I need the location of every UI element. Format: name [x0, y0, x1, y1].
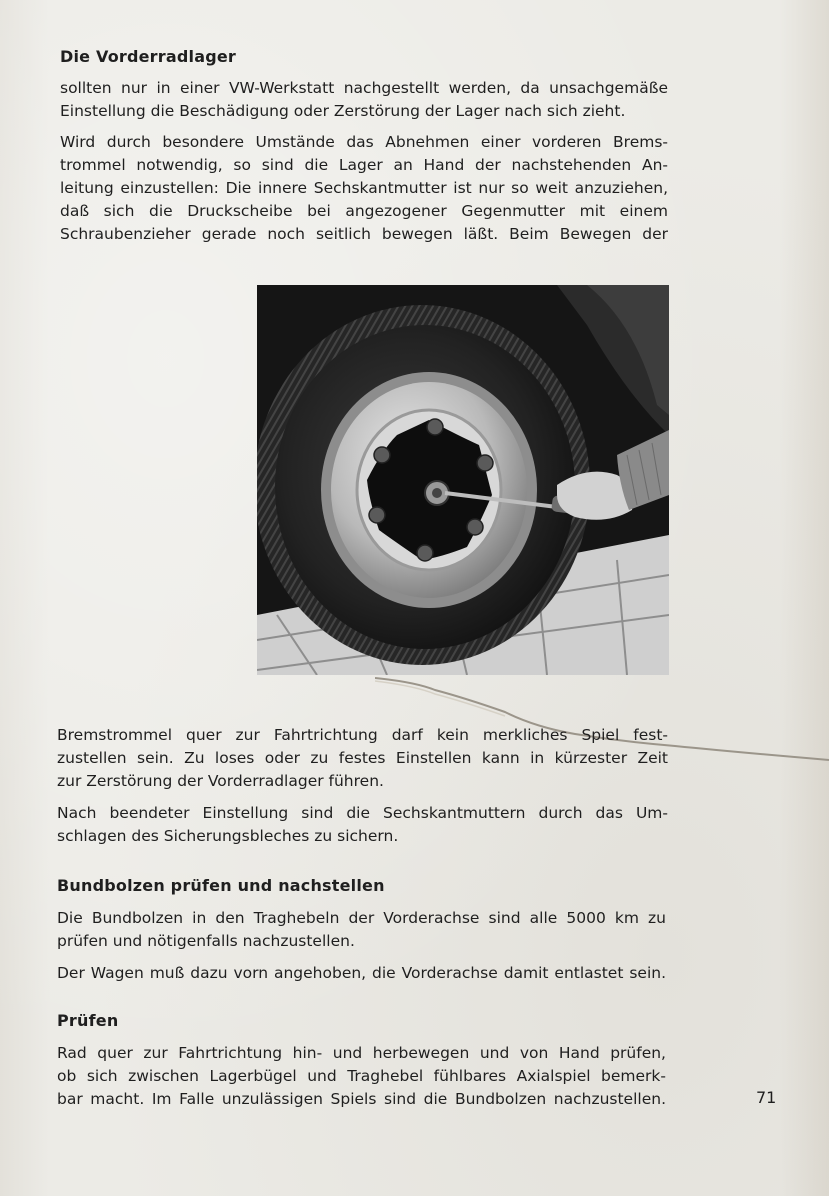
heading-pruefen: Prüfen [57, 1011, 119, 1030]
wheel-adjustment-photo [257, 285, 669, 675]
text-line: Wird durch besondere Umstände das Abnehmen einer vorderen Brems- [60, 133, 668, 151]
paragraph-wagen-anheben [57, 962, 666, 985]
text-line: ob sich zwischen Lagerbügel und Traghebel fühlbares Axialspiel bemerk- [57, 1067, 666, 1085]
text-line: Schraubenzieher gerade noch seitlich bewegen läßt. Beim Bewegen der [60, 225, 668, 243]
paragraph-vorderradlager-intro [60, 77, 668, 123]
heading-vorderradlager: Die Vorderradlager [60, 47, 236, 66]
paragraph-bremstrommel-abnehmen [60, 131, 668, 246]
text-line: leitung einzustellen: Die innere Sechskantmutter ist nur so weit anzuziehen, [60, 179, 668, 197]
paragraph-bremstrommel-spiel [57, 724, 668, 793]
text-line: bar macht. Im Falle unzulässigen Spiels sind die Bundbolzen nachzustellen. [57, 1090, 666, 1108]
text-line: Rad quer zur Fahrtrichtung hin- und herbewegen und von Hand prüfen, [57, 1044, 666, 1062]
text-line: daß sich die Druckscheibe bei angezogener Gegenmutter mit einem [60, 202, 668, 220]
text-line: trommel notwendig, so sind die Lager an Hand der nachstehenden An- [60, 156, 668, 174]
text-line: Der Wagen muß dazu vorn angehoben, die Vorderachse damit entlastet sein. [57, 964, 666, 982]
paragraph-bundbolzen-intervall [57, 907, 666, 953]
text-line: sollten nur in einer VW-Werkstatt nachgestellt werden, da unsachgemäße [60, 79, 668, 97]
text-line: prüfen und nötigenfalls nachzustellen. [57, 932, 355, 950]
text-line: Bremstrommel quer zur Fahrtrichtung darf kein merkliches Spiel fest- [57, 726, 668, 744]
text-line: Einstellung die Beschädigung oder Zerstörung der Lager nach sich zieht. [60, 102, 626, 120]
wheel-photo-illustration [257, 285, 669, 675]
text-line: Nach beendeter Einstellung sind die Sechskantmuttern durch das Um- [57, 804, 668, 822]
text-line: zustellen sein. Zu loses oder zu festes Einstellen kann in kürzester Zeit [57, 749, 668, 767]
text-line: schlagen des Sicherungsbleches zu sichern. [57, 827, 399, 845]
paragraph-sicherungsblech [57, 802, 668, 848]
paragraph-pruefen [57, 1042, 666, 1111]
text-line: Die Bundbolzen in den Traghebeln der Vorderachse sind alle 5000 km zu [57, 909, 666, 927]
text-line: zur Zerstörung der Vorderradlager führen. [57, 772, 384, 790]
heading-bundbolzen: Bundbolzen prüfen und nachstellen [57, 876, 385, 895]
page-number: 71 [756, 1088, 777, 1107]
